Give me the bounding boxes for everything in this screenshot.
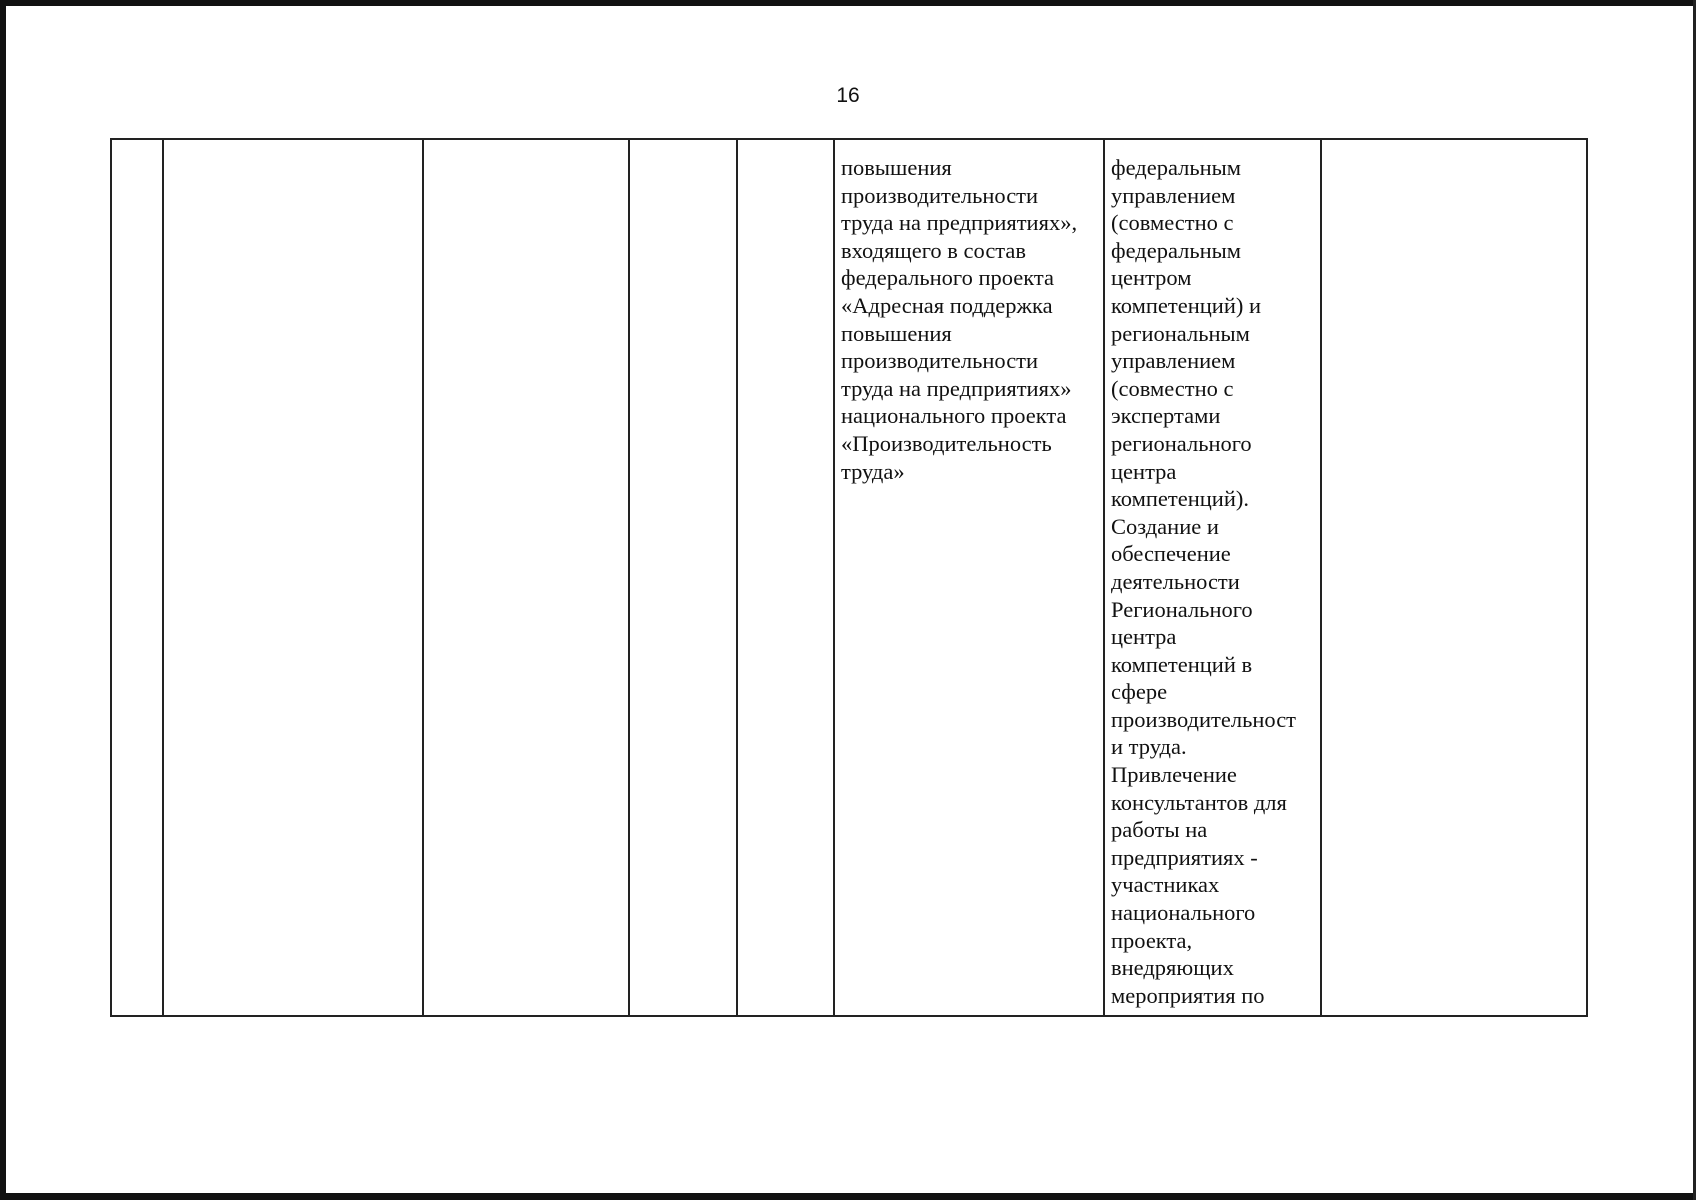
table-cell-project-description: повышения производительности труда на предприятиях», входящего в состав федерального проекта «Адресная поддержка повышения производительности труда на предприятиях» национального проекта «Производительность труда» [834, 139, 1104, 1016]
document-table [110, 138, 1588, 1017]
table-cell-3 [423, 139, 629, 1016]
scan-border-top [0, 0, 1696, 6]
table-cell-1 [111, 139, 163, 1016]
scan-border-left [0, 0, 6, 1200]
scan-border-bottom [0, 1193, 1696, 1200]
table-cell-4 [629, 139, 737, 1016]
page-number: 16 [836, 84, 860, 107]
table-cell-5 [737, 139, 834, 1016]
table-cell-implementation-measures: федеральным управлением (совместно с федеральным центром компетенций) и региональным управлением (совместно с экспертами регионального центра компетенций). Создание и обеспечение деятельности Регионального центра компетенций в сфере производительност и труда. Привлечение консультантов для работы на предприятиях - участниках национального проекта, внедряющих мероприятия по [1104, 139, 1321, 1016]
table-cell-2 [163, 139, 423, 1016]
table-cell-8 [1321, 139, 1587, 1016]
table-row [111, 139, 1587, 1016]
